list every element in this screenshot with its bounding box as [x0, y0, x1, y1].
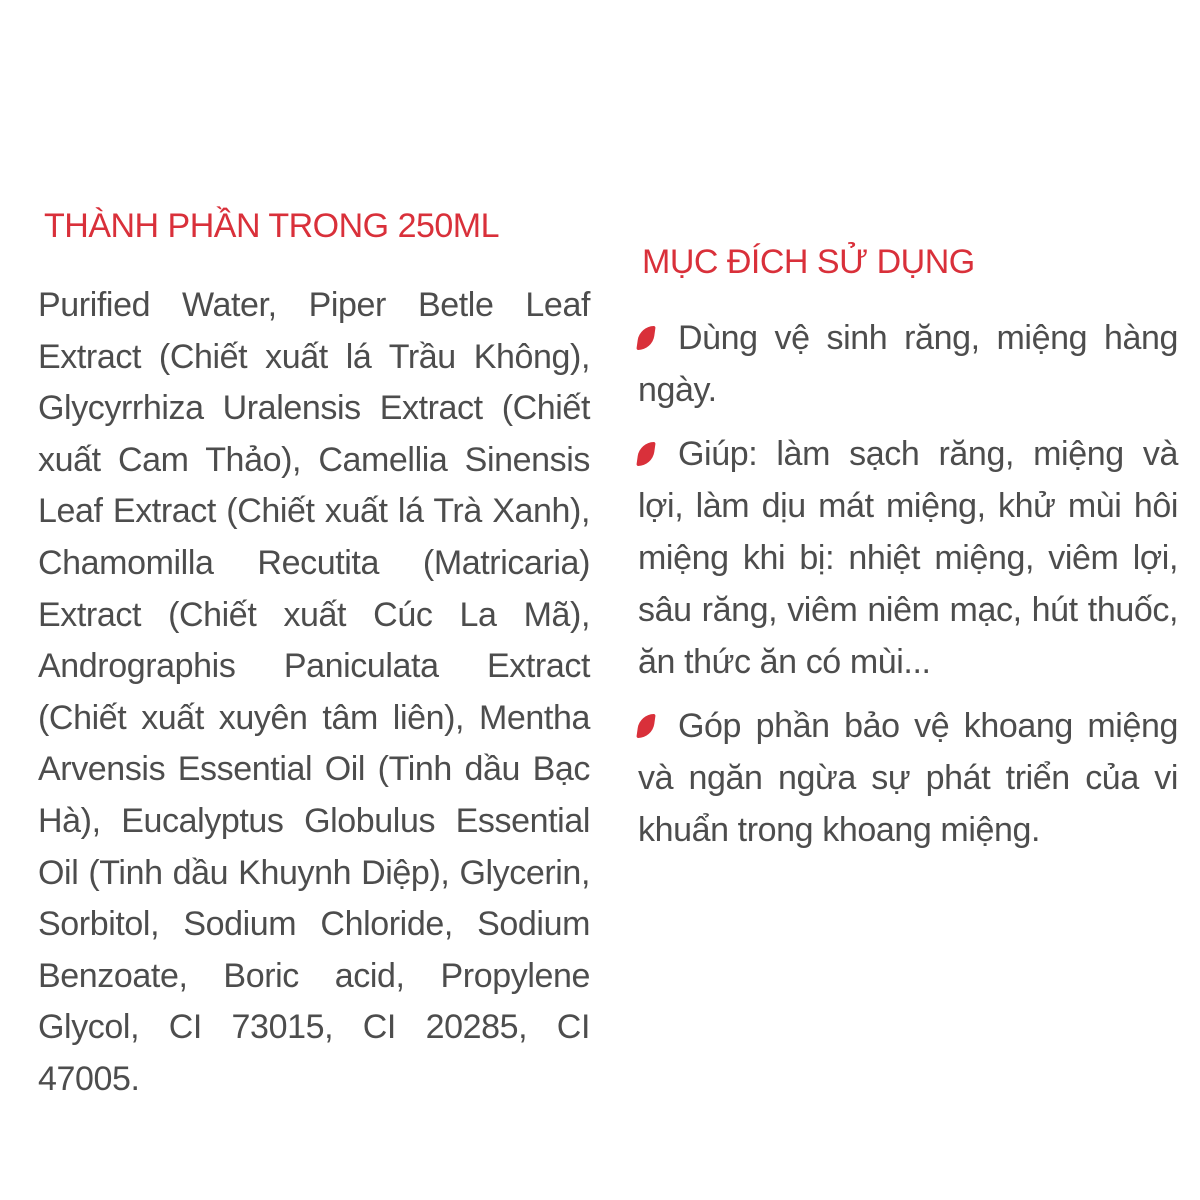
red-leaf-bullet-icon	[636, 326, 655, 350]
purpose-item-text: Dùng vệ sinh răng, miệng hàng ngày.	[638, 319, 1178, 409]
ingredients-heading: THÀNH PHẦN TRONG 250ML	[44, 207, 500, 245]
purpose-item-text: Giúp: làm sạch răng, miệng và lợi, làm dịu mát miệng, khử mùi hôi miệng khi bị: nhiệt miệng, viêm lợi, sâu răng, viêm niêm mạc, hút thuốc, ăn thức ăn có mùi...	[638, 435, 1178, 681]
purpose-item-benefits	[638, 428, 1178, 688]
purpose-list	[638, 312, 1178, 856]
purpose-section	[638, 236, 1178, 868]
purpose-item-text: Góp phần bảo vệ khoang miệng và ngăn ngừa sự phát triển của vi khuẩn trong khoang miệng.	[638, 707, 1178, 849]
purpose-item-daily-use	[638, 312, 1178, 416]
purpose-heading: MỤC ĐÍCH SỬ DỤNG	[642, 243, 975, 281]
ingredients-text: Purified Water, Piper Betle Leaf Extract (Chiết xuất lá Trầu Không), Glycyrrhiza Uralensis Extract (Chiết xuất Cam Thảo), Camellia Sinensis Leaf Extract (Chiết xuất lá Trà Xanh), Chamomilla Recutita (Matricaria) Extract (Chiết xuất Cúc La Mã), Andrographis Paniculata Extract (Chiết xuất xuyên tâm liên), Mentha Arvensis Essential Oil (Tinh dầu Bạc Hà), Eucalyptus Globulus Essential Oil (Tinh dầu Khuynh Diệp), Glycerin, Sorbitol, Sodium Chloride, Sodium Benzoate, Boric acid, Propylene Glycol, CI 73015, CI 20285, CI 47005.	[38, 286, 590, 1098]
purpose-item-protection	[638, 700, 1178, 856]
red-leaf-bullet-icon	[636, 442, 655, 466]
red-leaf-bullet-icon	[636, 714, 655, 738]
ingredients-section	[38, 200, 590, 1106]
